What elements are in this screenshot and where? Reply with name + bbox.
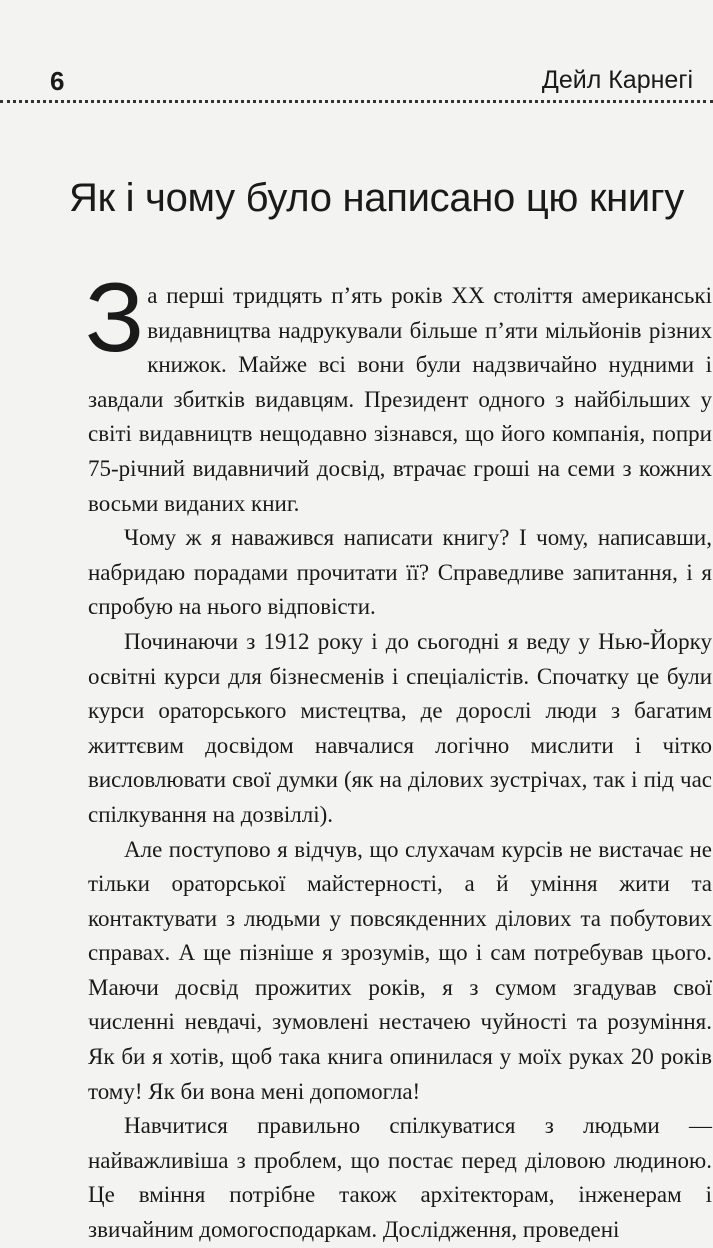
chapter-title: Як і чому було написано цю книгу xyxy=(69,176,684,220)
paragraph-2: Чому ж я наважився написати книгу? І чому, написавши, набридаю порадами прочитати її? Справедливе запитання, і я спробую на нього відповісти. xyxy=(88,525,712,620)
paragraph-1 xyxy=(85,262,712,521)
page-header xyxy=(0,58,713,104)
running-head-author: Дейл Карнегі xyxy=(541,66,693,94)
paragraph-4: Але поступово я відчув, що слухачам курсів не вистачає не тільки ораторської майстерності, а й уміння жити та контактувати з людьми у повсякденних ділових та побутових справах. А ще пізніше я зрозумів, що і сам потребував цього. Маючи досвід прожитих років, я з сумом згадував свої численні невдачі, зумовлені нестачею чуйності та розуміння. Як би я хотів, щоб така книга опинилася у моїх руках 20 років тому! Як би вона мені допомогла! xyxy=(88,836,712,1104)
paragraph-3: Починаючи з 1912 року і до сьогодні я веду у Нью-Йорку освітні курси для бізнесменів і спеціалістів. Спочатку це були курси ораторського мистецтва, де дорослі люди з багатим життєвим досвідом навчалися логічно мислити і чітко висловлювати свої думки (як на ділових зустрічах, так і під час спілкування на дозвіллі). xyxy=(88,628,712,827)
drop-cap: З xyxy=(85,262,145,372)
body-text xyxy=(85,262,712,1248)
page-number: 6 xyxy=(50,66,65,96)
header-dotted-rule xyxy=(0,100,713,103)
paragraph-5: Навчитися правильно спілкуватися з людьми — найважливіша з проблем, що постає перед діловою людиною. Це вміння потрібне також архітекторам, інженерам і звичайним домогосподаркам. Дослідження, проведені xyxy=(88,1113,712,1243)
paragraph-1-text: а перші тридцять п’ять років XX століття американські видавництва надрукували більше п’яти мільйонів різних книжок. Майже всі вони були надзвичайно нудними і завдали збитків видавцям. Президент одного з найбільших у світі видавництв нещодавно зізнався, що його компанія, попри 75-річний видавничий досвід, втрачає гроші на семи з кожних восьми виданих книг. xyxy=(88,283,712,516)
